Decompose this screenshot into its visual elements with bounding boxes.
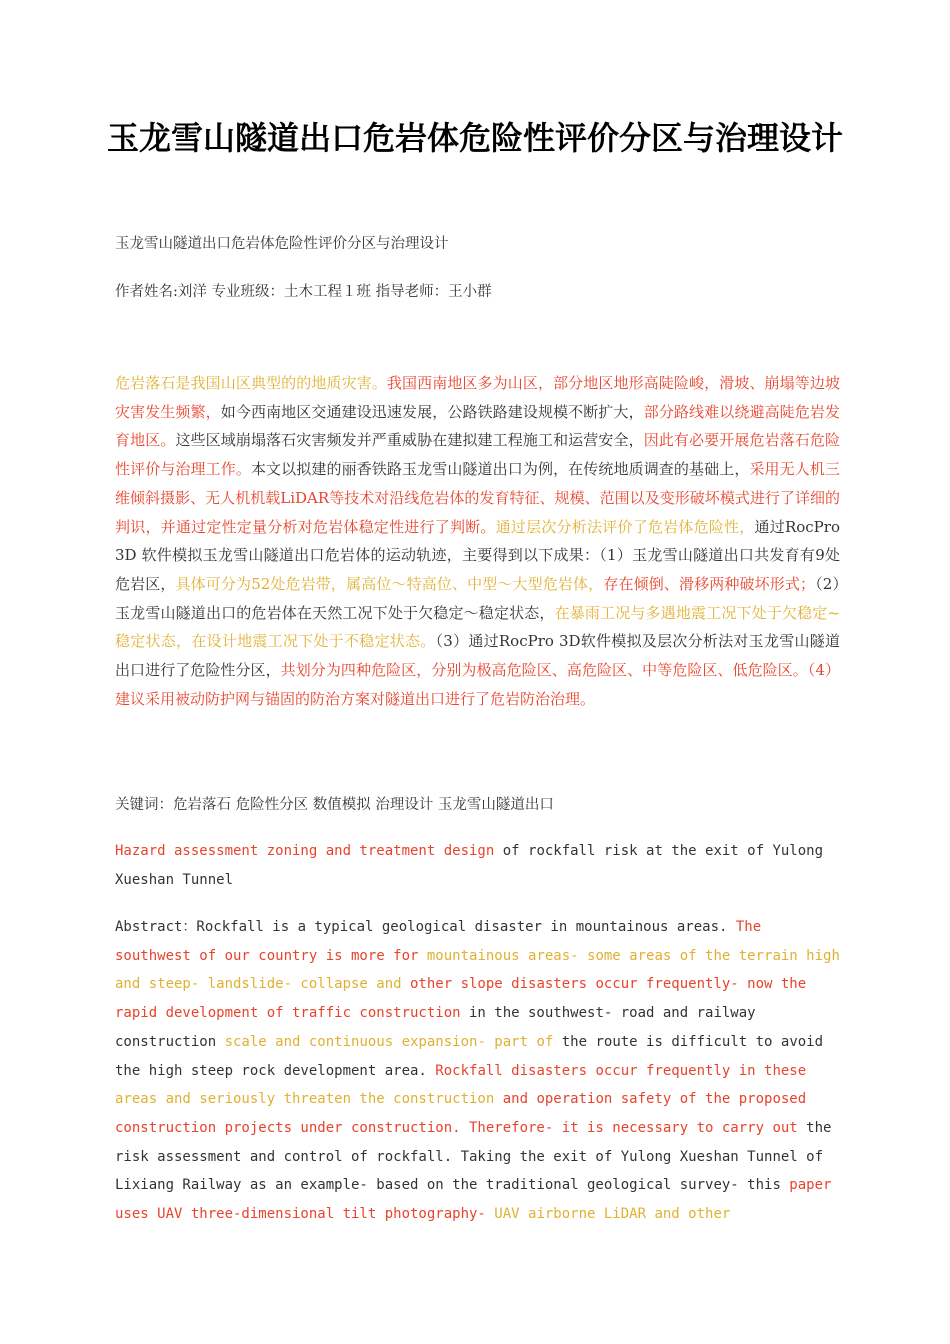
abstract-english: [115, 913, 840, 1229]
text-segment: Rockfall disasters occur frequently in these: [435, 1062, 807, 1079]
author-line: 作者姓名:刘洋 专业班级：土木工程１班 指导老师：王小群: [115, 284, 492, 300]
english-title: [115, 837, 840, 894]
text-segment: the route is difficult to avoid the high steep rock development area.: [115, 1033, 824, 1079]
text-segment: Abstract：Rockfall is a typical geological disaster in mountainous areas.: [115, 919, 736, 935]
text-segment: （2）玉龙雪山隧道出口的危岩体在天然工况下处于欠稳定～稳定状态，: [115, 574, 840, 622]
text-segment: The southwest of our country is more for: [115, 919, 762, 964]
text-segment: 部分路线难以绕避高陡危岩发育地区。: [115, 402, 840, 450]
text-segment: 危岩落石是我国山区典型的的地质灾害。: [115, 374, 387, 392]
text-segment: 在暴雨工况与多遇地震工况下处于欠稳定~稳定状态，在设计地震工况下处于不稳定状态。: [115, 603, 840, 651]
text-segment: mountainous areas- some areas of the terrain high and steep- landslide- collapse and: [115, 947, 840, 993]
text-segment: Hazard assessment zoning and treatment design: [115, 843, 495, 859]
text-segment: 具体可分为52处危岩带，属高位～特高位、中型～大型危岩体，: [175, 574, 604, 593]
text-segment: of rockfall risk at the exit of Yulong Xueshan Tunnel: [115, 843, 824, 888]
text-segment: the risk assessment and control of rockfall. Taking the exit of Yulong Xueshan Tunnel of Lixiang Railway as an example- based on the traditional geological survey- this: [115, 1119, 832, 1194]
text-segment: 这些区域崩塌落石灾害频发并严重威胁在建拟建工程施工和运营安全，: [175, 431, 644, 450]
text-segment: paper uses UAV three-dimensional tilt photography-: [115, 1177, 832, 1223]
keywords-line: 关键词：危岩落石 危险性分区 数值模拟 治理设计 玉龙雪山隧道出口: [115, 797, 554, 813]
text-segment: 我国西南地区多为山区，部分地区地形高陡险峻，滑坡、崩塌等边坡灾害发生频繁，: [115, 374, 840, 421]
abstract-chinese: [115, 369, 840, 713]
text-segment: 通过层次分析法评价了危岩体危险性，: [495, 517, 755, 536]
text-segment: UAV airborne LiDAR and other: [485, 1206, 731, 1223]
text-segment: areas and seriously threaten the construction: [115, 1091, 495, 1108]
text-segment: 采用无人机三维倾斜摄影、无人机机载LiDAR等技术对沿线危岩体的发育特征、规模、范围以及变形破坏模式进行了详细的判识，并通过定性定量分析对危岩体稳定性进行了判断。: [115, 460, 840, 536]
text-segment: 通过RocPro 3D 软件模拟玉龙雪山隧道出口危岩体的运动轨迹，主要得到以下成果：（1）玉龙雪山隧道出口共发育有9处危岩区，: [115, 517, 840, 593]
text-segment: 因此有必要开展危岩落石危险性评价与治理工作。: [115, 431, 840, 479]
text-segment: 如今西南地区交通建设迅速发展，公路铁路建设规模不断扩大，: [220, 402, 644, 421]
text-segment: 存在倾倒、滑移两种破坏形式；: [603, 574, 816, 593]
text-segment: 本文以拟建的丽香铁路玉龙雪山隧道出口为例，在传统地质调查的基础上，: [250, 460, 750, 479]
text-segment: other slope disasters occur frequently- now the rapid development of traffic construction: [115, 976, 807, 1022]
text-segment: scale and continuous expansion- part of: [224, 1033, 554, 1050]
text-segment: 共划分为四种危险区，分别为极高危险区、高危险区、中等危险区、低危险区。（4）建议采用被动防护网与锚固的防治方案对隧道出口进行了危岩防治治理。: [115, 661, 840, 708]
document-subtitle: 玉龙雪山隧道出口危岩体危险性评价分区与治理设计: [115, 236, 449, 252]
text-segment: in the southwest- road and railway construction: [115, 1005, 756, 1050]
document-title: 玉龙雪山隧道出口危岩体危险性评价分区与治理设计: [106, 119, 843, 157]
text-segment: （3）通过RocPro 3D软件模拟及层次分析法对玉龙雪山隧道出口进行了危险性分区，: [115, 632, 840, 680]
text-segment: and operation safety of the proposed construction projects under construction. Therefore- it is necessary to carry out: [115, 1091, 807, 1136]
